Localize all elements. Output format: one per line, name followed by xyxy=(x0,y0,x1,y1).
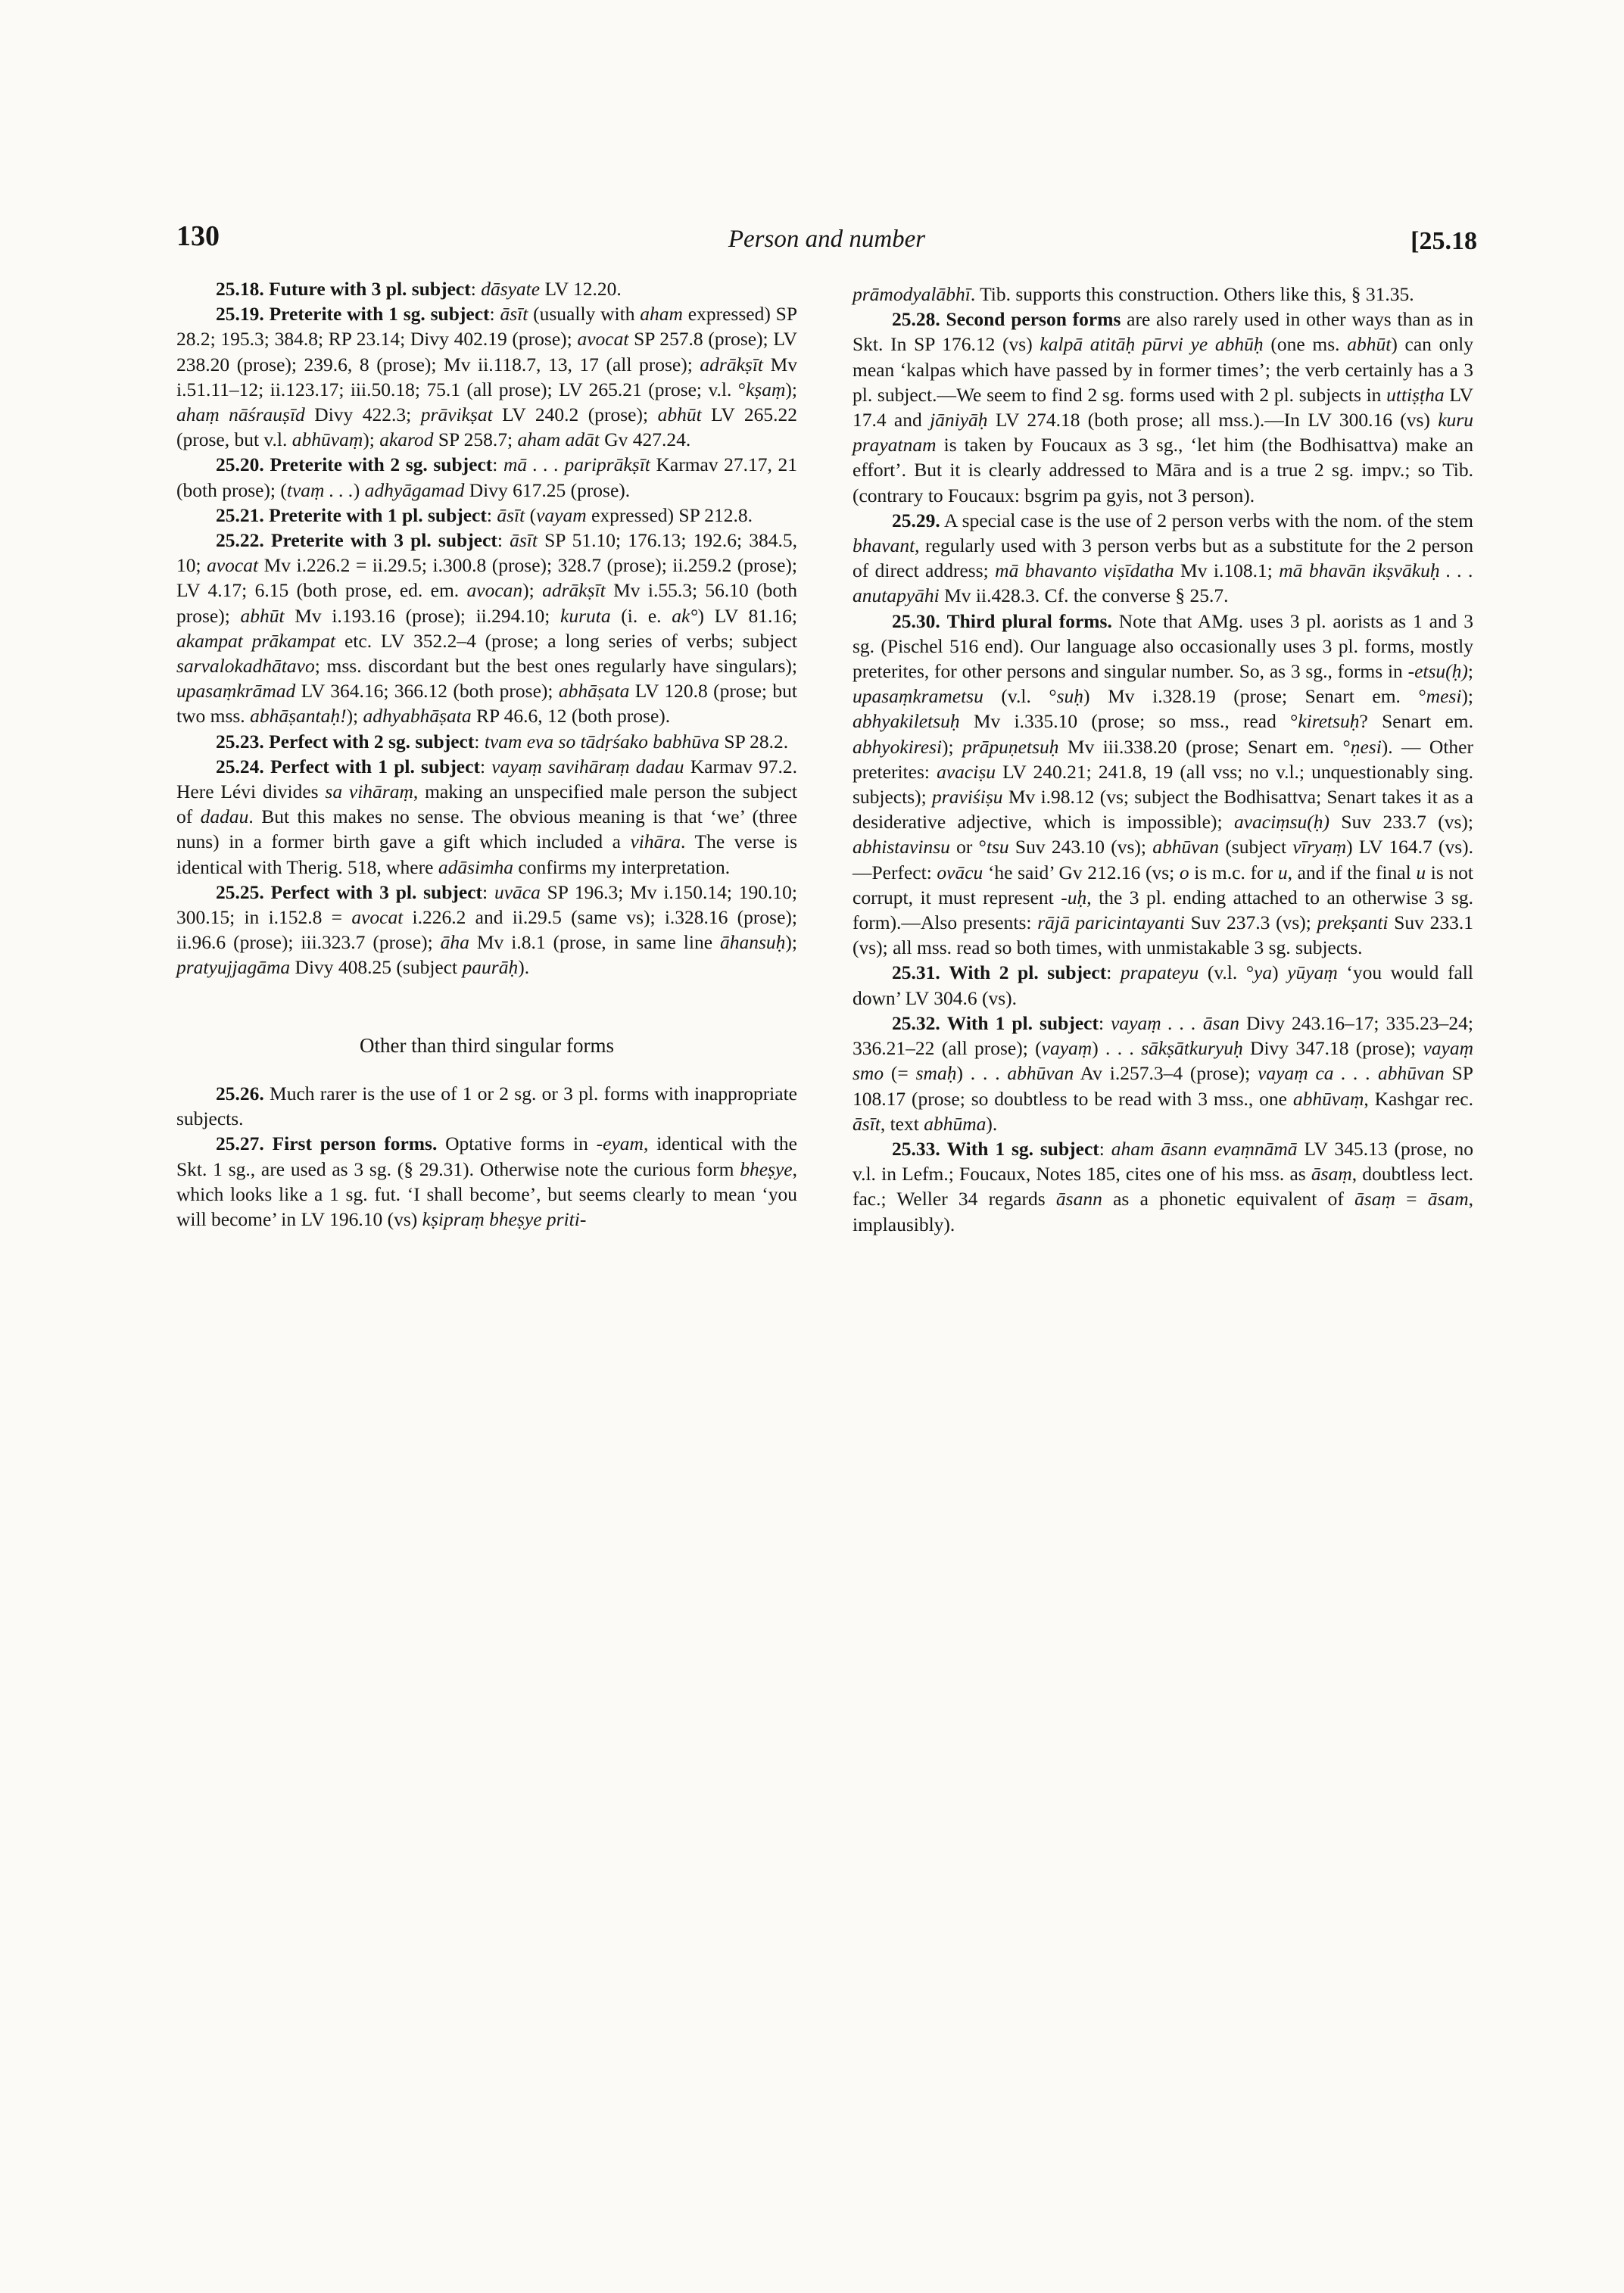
section-subheading: Other than third singular forms xyxy=(360,1033,614,1057)
paragraph-25-30: 25.30. Third plural forms. Note that AMg. uses 3 pl. aorists as 1 and 3 sg. (Pischel 516 end). Our language also occasionally uses 3 pl. forms, mostly preterites, for other persons and singular number. So, as 3 sg., forms in -etsu(ḥ); upasaṃkrametsu (v.l. °suḥ) Mv i.328.19 (prose; Senart em. °mesi); abhyakiletsuḥ Mv i.335.10 (prose; so mss., read °kiretsuḥ? Senart em. abhyokiresi); prāpuṇetsuḥ Mv iii.338.20 (prose; Senart em. °ṇesi). — Other preterites: avaciṣu LV 240.21; 241.8, 19 (all vss; no v.l.; unquestionably sing. subjects); praviśiṣu Mv i.98.12 (vs; subject the Bodhisattva; Senart takes it as a desiderative adjective, which is impossible); avaciṃsu(ḥ) Suv 233.7 (vs); abhistavinsu or °tsu Suv 243.10 (vs); abhūvan (subject vīryaṃ) LV 164.7 (vs).—Perfect: ovācu ‘he said’ Gv 212.16 (vs; o is m.c. for u, and if the final u is not corrupt, it must represent -uḥ, the 3 pl. ending attached to an otherwise 3 sg. form).—Also presents: rājā paricintayanti Suv 237.3 (vs); prekṣanti Suv 233.1 (vs); all mss. read so both times, with unmistakable 3 sg. subjects. xyxy=(853,609,1474,959)
paragraph-25-23: 25.23. Perfect with 2 sg. subject: tvam eva so tādṛśako babhūva SP 28.2. xyxy=(216,730,789,752)
paragraph-25-32: 25.32. With 1 pl. subject: vayaṃ . . . āsan Divy 243.16–17; 335.23–24; 336.21–22 (all prose); (vayaṃ) . . . sākṣātkuryuḥ Divy 347.18 (prose); vayaṃ smo (= smaḥ) . . . abhūvan Av i.257.3–4 (prose); vayaṃ ca . . . abhūvan SP 108.17 (prose; so doubtless to be read with 3 mss., one abhūvaṃ, Kashgar rec. āsīt, text abhūma). xyxy=(853,1011,1474,1135)
paragraph-25-33: 25.33. With 1 sg. subject: aham āsann evaṃnāmā LV 345.13 (prose, no v.l. in Lefm.; Foucaux, Notes 185, cites one of his mss. as āsaṃ, doubtless lect. fac.; Weller 34 regards āsann as a phonetic equivalent of āsaṃ = āsam, implausibly). xyxy=(853,1137,1474,1235)
paragraph-25-27-continued: prāmodyalābhī. Tib. supports this construction. Others like this, § 31.35. xyxy=(853,283,1414,305)
left-column xyxy=(176,276,797,1232)
paragraph-25-20: 25.20. Preterite with 2 sg. subject: mā . . . pariprākṣīt Karmav 27.17, 21 (both prose); (tvaṃ . . .) adhyāgamad Divy 617.25 (prose). xyxy=(176,453,797,501)
paragraph-25-19: 25.19. Preterite with 1 sg. subject: āsīt (usually with aham expressed) SP 28.2; 195.3; 384.8; RP 23.14; Divy 402.19 (prose); avocat SP 257.8 (prose); LV 238.20 (prose); 239.6, 8 (prose); Mv ii.118.7, 13, 17 (all prose); adrākṣīt Mv i.51.11–12; ii.123.17; iii.50.18; 75.1 (all prose); LV 265.21 (prose; v.l. °kṣaṃ); ahaṃ nāśrauṣīd Divy 422.3; prāvikṣat LV 240.2 (prose); abhūt LV 265.22 (prose, but v.l. abhūvaṃ); akarod SP 258.7; aham adāt Gv 427.24. xyxy=(176,303,798,451)
running-title: Person and number xyxy=(728,226,926,253)
paragraph-25-21: 25.21. Preterite with 1 pl. subject: āsīt (vayam expressed) SP 212.8. xyxy=(216,503,753,526)
paragraph-25-29: 25.29. A special case is the use of 2 person verbs with the nom. of the stem bhavant, regularly used with 3 person verbs but as a substitute for the 2 person of direct address; mā bhavanto viṣīdatha Mv i.108.1; mā bhavān ikṣvākuḥ . . . anutapyāhi Mv ii.428.3. Cf. the converse § 25.7. xyxy=(853,509,1473,607)
paragraph-25-27: 25.27. First person forms. Optative forms in -eyam, identical with the Skt. 1 sg., are used as 3 sg. (§ 29.31). Otherwise note the curious form bheṣye, which looks like a 1 sg. fut. ‘I shall become’, but seems clearly to mean ‘you will become’ in LV 196.10 (vs) kṣipraṃ bheṣye priti- xyxy=(176,1132,798,1230)
right-column xyxy=(853,282,1473,1237)
paragraph-25-28: 25.28. Second person forms are also rarely used in other ways than as in Skt. In SP 176.12 (vs) kalpā atitāḥ pūrvi ye abhūḥ (one ms. abhūt) can only mean ‘kalpas which have passed by in former times’; the verb certainly has a 3 pl. subject.—We seem to find 2 sg. forms used with 2 pl. subjects in uttiṣṭha LV 17.4 and jāniyāḥ LV 274.18 (both prose; all mss.).—In LV 300.16 (vs) kuru prayatnam is taken by Foucaux as 3 sg., ‘let him (the Bodhisattva) make an effort’. But it is clearly addressed to Māra and is a true 2 sg. impv.; so Tib. (contrary to Foucaux: bsgrim pa gyis, not 3 person). xyxy=(853,308,1473,506)
page-number: 130 xyxy=(176,220,220,252)
paragraph-25-31: 25.31. With 2 pl. subject: prapateyu (v.l. °ya) yūyaṃ ‘you would fall down’ LV 304.6 (vs). xyxy=(853,961,1473,1009)
paragraph-25-25: 25.25. Perfect with 3 pl. subject: uvāca SP 196.3; Mv i.150.14; 190.10; 300.15; in i.152.8 = avocat i.226.2 and ii.29.5 (same vs); i.328.16 (prose); ii.96.6 (prose); iii.323.7 (prose); āha Mv i.8.1 (prose, in same line āhansuḥ); pratyujjagāma Divy 408.25 (subject paurāḥ). xyxy=(176,880,797,979)
paragraph-25-26: 25.26. Much rarer is the use of 1 or 2 sg. or 3 pl. forms with inappropriate subjects. xyxy=(176,1082,797,1130)
paragraph-25-24: 25.24. Perfect with 1 pl. subject: vayaṃ savihāraṃ dadau Karmav 97.2. Here Lévi divides sa vihāraṃ, making an unspecified male person the subject of dadau. But this makes no sense. The obvious meaning is that ‘we’ (three nuns) in a former birth gave a gift which included a vihāra. The verse is identical with Therig. 518, where adāsimha confirms my interpretation. xyxy=(176,755,798,878)
section-reference: [25.18 xyxy=(1410,227,1477,255)
paragraph-25-18: 25.18. Future with 3 pl. subject: dāsyate LV 12.20. xyxy=(216,278,622,300)
running-head xyxy=(176,220,1477,265)
paragraph-25-22: 25.22. Preterite with 3 pl. subject: āsīt SP 51.10; 176.13; 192.6; 384.5, 10; avocat Mv i.226.2 = ii.29.5; i.300.8 (prose); 328.7 (prose); ii.259.2 (prose); LV 4.17; 6.15 (both prose, ed. em. avocan); adrākṣīt Mv i.55.3; 56.10 (both prose); abhūt Mv i.193.16 (prose); ii.294.10; kuruta (i. e. ak°) LV 81.16; akampat prākampat etc. LV 352.2–4 (prose; a long series of verbs; subject sarvalokadhātavo; mss. discordant but the best ones regularly have singulars); upasaṃkrāmad LV 364.16; 366.12 (both prose); abhāṣata LV 120.8 (prose; but two mss. abhāṣantaḥ!); adhyabhāṣata RP 46.6, 12 (both prose). xyxy=(176,529,798,727)
